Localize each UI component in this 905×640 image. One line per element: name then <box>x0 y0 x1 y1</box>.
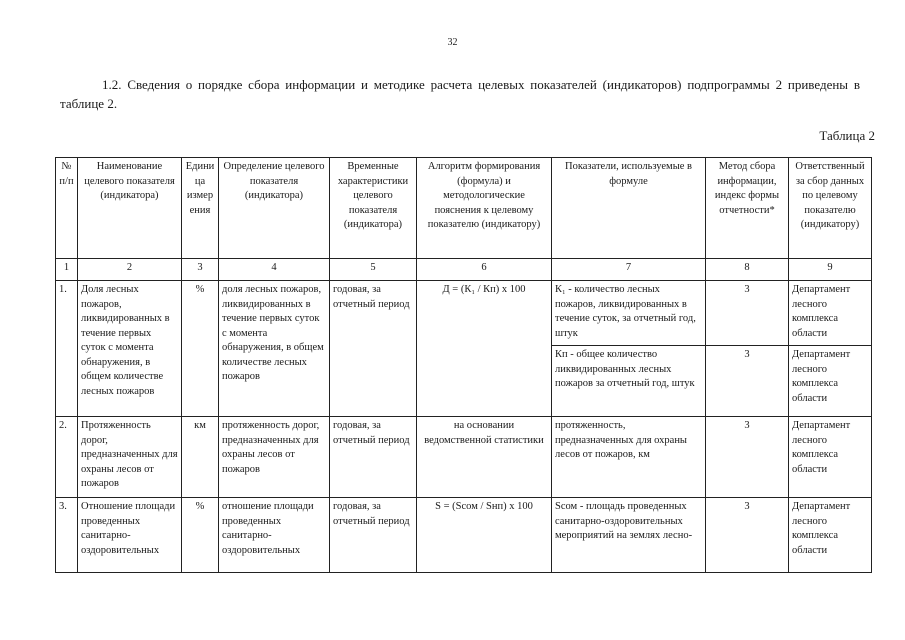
column-number: 6 <box>417 259 552 281</box>
time-characteristic: годовая, за отчетный период <box>330 417 417 498</box>
column-number: 1 <box>56 259 78 281</box>
header-cell-definition: Определение целевого показателя (индикатора) <box>219 158 330 259</box>
header-cell-num: № п/п <box>56 158 78 259</box>
indicators-table <box>55 157 872 573</box>
formula-indicator: протяженность, предназначенных для охраны лесов от пожаров, км <box>552 417 706 498</box>
table-row <box>56 498 872 573</box>
indicator-name: Протяженность дорог, предназначенных для охраны лесов от пожаров <box>78 417 182 498</box>
column-number: 2 <box>78 259 182 281</box>
table-row <box>56 417 872 498</box>
indicator-name: Доля лесных пожаров, ликвидированных в течение первых суток с момента обнаружения, в общем количестве лесных пожаров <box>78 281 182 417</box>
header-cell-formula: Алгоритм формирования (формула) и методологические пояснения к целевому показателю (индикатору) <box>417 158 552 259</box>
responsible: Департамент лесного комплекса области <box>789 346 872 417</box>
collection-method: 3 <box>706 346 789 417</box>
row-number: 1. <box>56 281 78 417</box>
column-number: 9 <box>789 259 872 281</box>
formula: на основании ведомственной статистики <box>417 417 552 498</box>
collection-method: 3 <box>706 417 789 498</box>
responsible: Департамент лесного комплекса области <box>789 498 872 573</box>
time-characteristic: годовая, за отчетный период <box>330 498 417 573</box>
table-header-row <box>56 158 872 259</box>
header-cell-responsible: Ответственный за сбор данных по целевому показателю (индикатору) <box>789 158 872 259</box>
header-cell-name: Наименование целевого показателя (индикатора) <box>78 158 182 259</box>
intro-paragraph: 1.2. Сведения о порядке сбора информации и методике расчета целевых показателей (индикаторов) подпрограммы 2 приведены в таблице 2. <box>60 77 860 111</box>
unit: % <box>182 498 219 573</box>
collection-method: 3 <box>706 281 789 346</box>
table-row <box>56 281 872 346</box>
column-number: 3 <box>182 259 219 281</box>
definition: доля лесных пожаров, ликвидированных в течение первых суток с момента обнаружения, в общем количестве лесных пожаров <box>219 281 330 417</box>
time-characteristic: годовая, за отчетный период <box>330 281 417 417</box>
table-caption: Таблица 2 <box>819 128 875 143</box>
header-cell-method: Метод сбора информации, индекс формы отчетности* <box>706 158 789 259</box>
unit: % <box>182 281 219 417</box>
row-number: 2. <box>56 417 78 498</box>
responsible: Департамент лесного комплекса области <box>789 281 872 346</box>
formula-indicator: Sсом - площадь проведенных санитарно-оздоровительных мероприятий на землях лесно- <box>552 498 706 573</box>
header-cell-unit: Единица измерения <box>182 158 219 259</box>
formula: Д = (К₁ / Кп) х 100 <box>417 281 552 417</box>
indicator-name: Отношение площади проведенных санитарно-оздоровительных <box>78 498 182 573</box>
collection-method: 3 <box>706 498 789 573</box>
column-number: 7 <box>552 259 706 281</box>
definition: отношение площади проведенных санитарно-оздоровительных <box>219 498 330 573</box>
page-number: 32 <box>447 37 458 48</box>
definition: протяженность дорог, предназначенных для охраны лесов от пожаров <box>219 417 330 498</box>
formula-indicator: Кп - общее количество ликвидированных лесных пожаров за отчетный год, штук <box>552 346 706 417</box>
column-number: 4 <box>219 259 330 281</box>
column-number: 8 <box>706 259 789 281</box>
unit: км <box>182 417 219 498</box>
column-number: 5 <box>330 259 417 281</box>
row-number: 3. <box>56 498 78 573</box>
responsible: Департамент лесного комплекса области <box>789 417 872 498</box>
formula: S = (Sсом / Sнп) х 100 <box>417 498 552 573</box>
header-cell-indicators: Показатели, используемые в формуле <box>552 158 706 259</box>
formula-indicator: К₁ - количество лесных пожаров, ликвидированных в течение суток, за отчетный год, штук <box>552 281 706 346</box>
header-cell-time: Временные характеристики целевого показателя (индикатора) <box>330 158 417 259</box>
column-number-row <box>56 259 872 281</box>
